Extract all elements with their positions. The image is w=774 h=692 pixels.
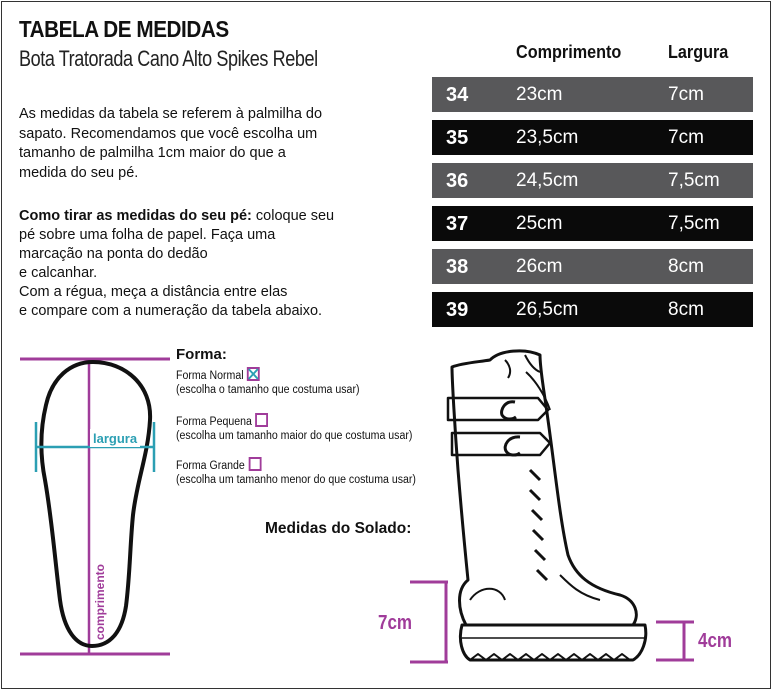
comprimento-cell: 26cm [516, 256, 563, 277]
checkbox-icon [256, 413, 269, 427]
largura-cell: 7,5cm [668, 170, 720, 191]
forma-option-name: Forma Normal [176, 370, 244, 382]
size-cell: 36 [446, 170, 469, 192]
heel-height-value: 7cm [378, 612, 413, 634]
size-cell: 39 [446, 299, 469, 321]
comprimento-cell: 25cm [516, 213, 563, 234]
forma-title: Forma: [176, 346, 227, 363]
size-cell: 38 [446, 256, 469, 278]
comprimento-cell: 23,5cm [516, 127, 579, 148]
forma-option-name: Forma Grande [176, 460, 245, 472]
largura-label: largura [93, 431, 138, 446]
howto-line: pé sobre uma folha de papel. Faça uma [19, 227, 276, 243]
largura-cell: 7cm [668, 127, 704, 148]
howto-line: marcação na ponta do dedão [19, 246, 208, 262]
intro-line: medida do seu pé. [19, 164, 139, 181]
forma-option-grande [176, 457, 416, 487]
howto-line: e calcanhar. [19, 265, 98, 281]
largura-cell: 7cm [668, 84, 704, 105]
forma-option-note: (escolha o tamanho que costuma usar) [176, 384, 360, 396]
howto-label: Como tirar as medidas do seu pé: [19, 208, 252, 224]
checkbox-checked-icon [247, 367, 260, 381]
page-title: TABELA DE MEDIDAS [19, 16, 229, 42]
comprimento-cell: 24,5cm [516, 170, 579, 191]
boot-diagram [448, 351, 646, 660]
sole-height-value: 4cm [698, 630, 733, 652]
heel-height-bracket [410, 582, 448, 662]
forma-option-note: (escolha um tamanho maior do que costuma usar) [176, 430, 413, 442]
comprimento-cell: 26,5cm [516, 299, 579, 320]
intro-line: tamanho de palmilha 1cm maior do que a [19, 145, 286, 161]
strap-lower [452, 433, 550, 455]
forma-option-note: (escolha um tamanho menor do que costuma usar) [176, 474, 416, 486]
howto-line: Com a régua, meça a distância entre elas [19, 284, 288, 300]
largura-cell: 7,5cm [668, 213, 720, 234]
largura-cell: 8cm [668, 299, 704, 320]
size-cell: 35 [446, 127, 469, 149]
comprimento-cell: 23cm [516, 84, 563, 105]
size-cell: 34 [446, 84, 469, 106]
product-name: Bota Tratorada Cano Alto Spikes Rebel [19, 46, 318, 71]
largura-cell: 8cm [668, 256, 704, 277]
howto-first-line: coloque seu [251, 208, 335, 224]
forma-option-pequena [176, 413, 412, 443]
comprimento-label: comprimento [93, 563, 107, 640]
insole-diagram [20, 359, 170, 654]
header-largura: Largura [668, 42, 729, 62]
forma-option-normal [176, 367, 359, 397]
solado-title: Medidas do Solado: [265, 520, 412, 537]
intro-line: As medidas da tabela se referem à palmilha do [19, 106, 323, 122]
boot-shaft [452, 351, 636, 625]
checkbox-icon [248, 457, 261, 471]
strap-upper [448, 398, 548, 420]
size-cell: 37 [446, 213, 469, 235]
header-comprimento: Comprimento [516, 42, 622, 62]
intro-line: sapato. Recomendamos que você escolha um [19, 125, 318, 142]
forma-option-name: Forma Pequena [176, 416, 252, 428]
howto-line: e compare com a numeração da tabela abaixo. [19, 303, 323, 319]
sole-height-bracket [656, 622, 694, 660]
